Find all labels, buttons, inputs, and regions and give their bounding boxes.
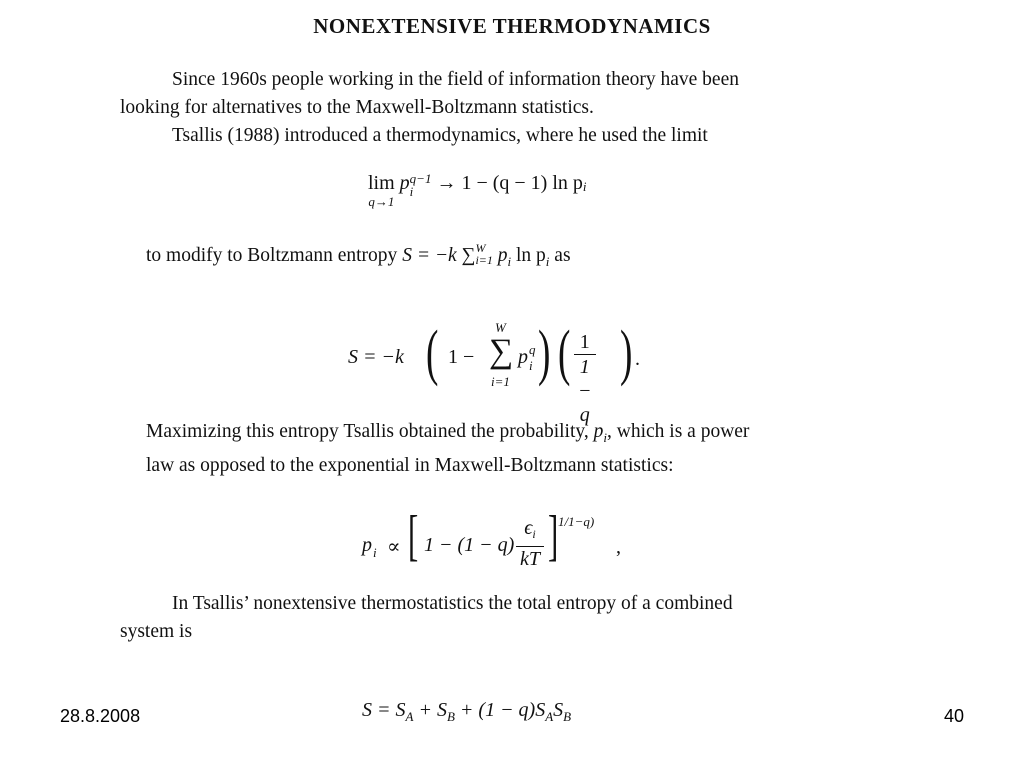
total-a: A bbox=[405, 709, 414, 724]
paragraph-boltzmann bbox=[146, 242, 846, 276]
total-s2: S bbox=[553, 699, 564, 721]
maximizing-pi-sub: i bbox=[603, 430, 607, 445]
maximizing-line1-end: , which is a power bbox=[607, 421, 750, 442]
entropy-sum-bottom: i=1 bbox=[491, 374, 510, 389]
sum-sub: i=1 bbox=[475, 253, 493, 267]
total-s: S = S bbox=[362, 699, 406, 721]
prob-comma: , bbox=[616, 536, 621, 558]
total-b2: B bbox=[563, 709, 572, 724]
bracket-open: [ bbox=[408, 505, 419, 567]
boltzmann-as: as bbox=[554, 245, 571, 266]
boltzmann-ln: ln p bbox=[516, 245, 546, 266]
paren-open-1: ( bbox=[426, 319, 439, 387]
prob-frac-num bbox=[516, 516, 544, 547]
prob-frac-den: kT bbox=[520, 548, 540, 570]
total-plus: + S bbox=[413, 699, 447, 721]
paragraph-intro bbox=[120, 66, 846, 122]
boltzmann-math: S = −k ∑ bbox=[402, 245, 476, 266]
paragraph-maximizing bbox=[146, 418, 846, 480]
equation-probability bbox=[362, 505, 662, 572]
epsilon: ϵ bbox=[524, 517, 533, 539]
paragraph-intro-line2: looking for alternatives to the Maxwell-Boltzmann statistics. bbox=[120, 97, 594, 118]
entropy-p: p bbox=[518, 346, 528, 368]
boltzmann-text: to modify to Boltzmann entropy bbox=[146, 245, 398, 266]
entropy-sum-top: W bbox=[495, 320, 506, 335]
entropy-p-sub: i bbox=[529, 358, 533, 373]
maximizing-line2: law as opposed to the exponential in Maxwell-Boltzmann statistics: bbox=[146, 455, 674, 476]
paren-close-1: ) bbox=[538, 319, 551, 387]
entropy-period: . bbox=[635, 348, 640, 370]
limit-operator bbox=[368, 172, 395, 218]
entropy-frac-den: 1 − q bbox=[578, 356, 592, 426]
paragraph-intro-line1: Since 1960s people working in the field of information theory have been bbox=[172, 69, 739, 90]
limit-scripts bbox=[410, 172, 432, 198]
combined-line2: system is bbox=[120, 621, 193, 642]
limit-sup: q−1 bbox=[409, 171, 432, 186]
boltzmann-p-sub: i bbox=[507, 254, 512, 269]
lim-under: q→1 bbox=[368, 194, 395, 209]
prob-inner: 1 − (1 − q) bbox=[424, 534, 515, 556]
limit-rhs-sub: i bbox=[582, 179, 587, 194]
entropy-lhs: S = −k bbox=[348, 346, 404, 368]
prob-fraction bbox=[516, 516, 544, 571]
bracket-close: ] bbox=[548, 505, 559, 567]
equation-total-entropy bbox=[362, 699, 571, 725]
prob-p: p bbox=[362, 534, 372, 556]
maximizing-line1: Maximizing this entropy Tsallis obtained the probability, bbox=[146, 421, 589, 442]
maximizing-pi: p bbox=[593, 421, 604, 442]
total-rest: + (1 − q)S bbox=[454, 699, 546, 721]
paren-open-2: ( bbox=[558, 319, 571, 387]
entropy-one-minus: 1 − bbox=[448, 346, 475, 368]
equation-limit bbox=[368, 172, 587, 218]
limit-rhs: → 1 − (q − 1) ln p bbox=[436, 172, 583, 194]
limit-sub: i bbox=[409, 184, 414, 199]
paragraph-combined bbox=[120, 590, 846, 646]
lim-text: lim bbox=[368, 172, 395, 194]
sigma-icon: ∑ bbox=[489, 333, 514, 370]
boltzmann-sum-scripts bbox=[475, 242, 492, 266]
total-b: B bbox=[446, 709, 455, 724]
prob-p-sub: i bbox=[373, 545, 377, 560]
prob-exponent: 1/1−q) bbox=[558, 514, 595, 529]
paren-close-2: ) bbox=[620, 319, 633, 387]
entropy-p-sup: q bbox=[529, 342, 536, 357]
entropy-fraction bbox=[574, 330, 596, 427]
boltzmann-ln-sub: i bbox=[545, 254, 550, 269]
paragraph-tsallis: Tsallis (1988) introduced a thermodynamics, where he used the limit bbox=[172, 125, 708, 146]
combined-line1: In Tsallis’ nonextensive thermostatistics the total entropy of a combined bbox=[172, 593, 733, 614]
total-a2: A bbox=[545, 709, 554, 724]
page-number: 40 bbox=[943, 706, 964, 726]
entropy-frac-num: 1 bbox=[574, 330, 596, 355]
footer-date: 28.8.2008 bbox=[60, 706, 141, 726]
limit-p: p bbox=[399, 172, 410, 194]
boltzmann-p: p bbox=[497, 245, 508, 266]
epsilon-sub: i bbox=[532, 527, 536, 541]
prob-proportional: ∝ bbox=[387, 536, 401, 558]
slide-title: NONEXTENSIVE THERMODYNAMICS bbox=[313, 14, 711, 38]
sum-sup: W bbox=[475, 241, 486, 255]
